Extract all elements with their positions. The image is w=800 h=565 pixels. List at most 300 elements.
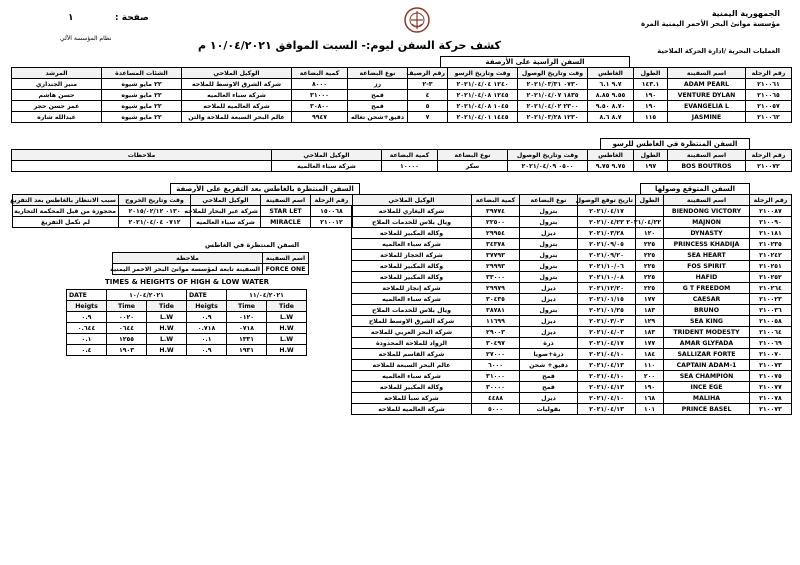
cell: شركة العالميه للملاحه <box>352 404 472 415</box>
port-emblem-icon <box>403 6 431 34</box>
cell: ١٨٣ <box>636 327 664 338</box>
cell: L.W <box>267 312 307 323</box>
col-header: ملاحظة <box>113 253 263 264</box>
cell: TRIDENT MODESTY <box>664 327 750 338</box>
system-label: نظام المؤسسة الآلي <box>60 35 112 42</box>
cell: ٩.٧٥ ٩.٧٥ <box>588 161 634 172</box>
cell: ٩.٧ ٦.١ <box>588 79 634 90</box>
table-row <box>352 206 792 217</box>
cell: ديزل <box>520 316 578 327</box>
cell: ٣٠٤٩٧ <box>472 338 520 349</box>
cell: ٢١٠٠٦٢ <box>746 112 792 123</box>
cell: ٠١٢٠ <box>227 312 267 323</box>
cell: ٢٢ مايو شيوه <box>102 79 182 90</box>
cell: ٤٤٨٨ <box>472 393 520 404</box>
cell: شركة سباء العالميه <box>352 294 472 305</box>
table-row <box>352 217 792 228</box>
cell: قمح <box>520 371 578 382</box>
cell: وكالة المكبير للملاحه <box>352 272 472 283</box>
table-row <box>352 272 792 283</box>
cell: ٢١٠٠٥٨ <box>750 316 792 327</box>
cell: ٠٧٣٠ ٢٠٢١/٠٣/٣١ <box>518 79 588 90</box>
col-header: رقم الرصيف <box>408 68 448 79</box>
cell: ٤ <box>408 90 448 101</box>
cell: ١٥٠٠٦٨ <box>311 206 353 217</box>
cell: بترول <box>520 217 578 228</box>
col-header: رقم الرحلة <box>750 195 792 206</box>
cell: ١٨٣ <box>636 305 664 316</box>
cell: شركة سباء العالميه <box>191 217 261 228</box>
cell: ١٢٤٠ ٢٠٢١/٠٤/٠٤ <box>448 79 518 90</box>
cell: ٢٠٢١/٠٩/٢٠ <box>578 250 636 261</box>
cell: ٨٠٠٠ <box>292 79 348 90</box>
cell: ٢١٠٠٦١ <box>746 79 792 90</box>
cell: ٢١٠٠٧٥ <box>750 371 792 382</box>
cell: BIENDONG VICTORY <box>664 206 750 217</box>
col-header: كمية البضاعة <box>292 68 348 79</box>
cell: ١٠٠٠٠ <box>382 161 438 172</box>
cell: ٢٠٢١/٠٤/٠٣ <box>578 327 636 338</box>
cell: ٢٠٢١/٠٤/١٠ <box>578 371 636 382</box>
table-row <box>352 316 792 327</box>
table-row <box>12 112 792 123</box>
cell: ديزل <box>520 228 578 239</box>
col-header: سبب الانتظار بالغاطس بعد التفريغ <box>13 195 119 206</box>
cell: ٢١٠٠٧٨ <box>750 393 792 404</box>
cell: G T FREEDOM <box>664 283 750 294</box>
table-row <box>352 349 792 360</box>
cell: ٣٠٨٠٠ <box>292 101 348 112</box>
col-header: نوع البضاعة <box>520 195 578 206</box>
cell: قمح <box>520 382 578 393</box>
table-row <box>13 217 353 228</box>
cell: EVANGELIA L <box>668 101 746 112</box>
cell: L.W <box>147 312 187 323</box>
col-header: رقم الرحلة <box>311 195 353 206</box>
col-header: الطول <box>634 68 668 79</box>
cell: وكالة المكبير للملاحه <box>352 382 472 393</box>
cell: عالم البحر السبعة للملاحة والتن <box>182 112 292 123</box>
cell: ٠.٦٤٤ <box>67 323 107 334</box>
cell: ٣٣٠٠٠ <box>472 272 520 283</box>
col-header: تاريخ توقع الوصول <box>578 195 636 206</box>
cell: ٢٢٥ <box>636 250 664 261</box>
cell: ديزل <box>520 294 578 305</box>
cell: SEA CHAMPION <box>664 371 750 382</box>
cell: ٢١٠٠٢٣ <box>750 294 792 305</box>
cell: ٠.١ <box>67 334 107 345</box>
cell: ٦٠٠٠ <box>472 360 520 371</box>
cell: ٢١٠٠٧٣ <box>750 360 792 371</box>
cell: L.W <box>147 334 187 345</box>
col-header: الوكيل الملاحي <box>182 68 292 79</box>
cell: ٢١٠٠٦٩ <box>750 338 792 349</box>
cell: ١٢٩ <box>636 316 664 327</box>
cell: ١١٦٩٩ <box>472 316 520 327</box>
cell: MALIHA <box>664 393 750 404</box>
col-header: اسم السفينة <box>668 68 746 79</box>
cell: لم تكمل التفريغ <box>13 217 119 228</box>
cell: ٢٩٩٧٩ <box>472 283 520 294</box>
cell: ٢٣٠٠ ٢٠٢١/٠٤/٠٢ <box>518 101 588 112</box>
cell: شركة الحجاز للملاحة <box>352 250 472 261</box>
col-header: ملاحظات <box>12 150 272 161</box>
cell: شركة اليغاري للملاحه <box>352 206 472 217</box>
corporation-label: مؤسسة موانئ البحر الأحمر اليمنية المرة <box>640 20 780 28</box>
table-row <box>113 264 309 275</box>
cell: ٢٠٢١/٠٤/١٣ <box>578 360 636 371</box>
cell: بترول <box>520 305 578 316</box>
cell: PRINCESS KHADIJA <box>664 239 750 250</box>
cell: ديزل <box>520 327 578 338</box>
cell: ١٣٣١ <box>227 334 267 345</box>
col-header: وقت وتاريخ الرسو <box>448 68 518 79</box>
cell: INCE EGE <box>664 382 750 393</box>
cell: شركة سباء العالميه <box>352 371 472 382</box>
table-row <box>352 305 792 316</box>
cell: ٠١٣٠ ٢٠١٥/٠٢/١٢ <box>119 206 191 217</box>
cell: ٢٠٢١/٠٤/٢٢ <box>578 217 636 228</box>
col-header: المرشد <box>12 68 102 79</box>
cell: ٢١٠٠٦٥ <box>746 90 792 101</box>
cell: ٢٢٥ <box>636 261 664 272</box>
cell: ١٧٧ <box>636 338 664 349</box>
cell: ٠٠٢٠ <box>107 312 147 323</box>
cell: ٢٢٥ <box>636 272 664 283</box>
cell: شركة سباء العالميه <box>182 90 292 101</box>
col-header: نوع البضاعة <box>438 150 508 161</box>
cell: شركة عبر البحار للملاحه <box>191 206 261 217</box>
cell: ٢١٠٠٧٠ <box>750 349 792 360</box>
cell: عالم البحر السبعة للملاحه <box>352 360 472 371</box>
cell: H.W <box>267 345 307 356</box>
anchored-section-title: السفن الراسية على الأرصفة <box>440 56 630 68</box>
cell: رز <box>348 79 408 90</box>
cell: H.W <box>147 323 187 334</box>
anchorage-section-title: السفن المنتظرة في الغاطس للرسو <box>600 138 750 150</box>
cell: ٢١٠٢٣٥ <box>750 239 792 250</box>
cell: محجوزة من قبل المحكمة التجارية <box>13 206 119 217</box>
cell: ٢٩٩٥٤ <box>472 228 520 239</box>
anchored-table <box>11 67 792 123</box>
cell: ٢٢٥ <box>636 283 664 294</box>
col-header: Heigts <box>67 301 107 312</box>
cell: ٢٠٢١/٠٣/٠٣ <box>578 316 636 327</box>
cell: ١٨٤ <box>636 349 664 360</box>
cell: ٢١٠٢٥٢ <box>750 272 792 283</box>
cell: ١٢٥٥ <box>107 334 147 345</box>
table-row <box>12 101 792 112</box>
cell: ٩٩٤٧ <box>292 112 348 123</box>
table-row <box>12 79 792 90</box>
cell: ٩.٥٥ ٨.٨٥ <box>588 90 634 101</box>
col-header: اسم السفينة <box>263 253 309 264</box>
table-row <box>67 323 307 334</box>
cell: JASMINE <box>668 112 746 123</box>
col-header: Time <box>107 301 147 312</box>
col-header: كمية البضاعة <box>472 195 520 206</box>
cell: SEA HEART <box>664 250 750 261</box>
cell: قمح <box>348 90 408 101</box>
cell: ٢١٠٢٤٢ <box>750 250 792 261</box>
cell: ٢٠٢١/٠١/١٥ <box>578 294 636 305</box>
col-header: كمية البضاعة <box>382 150 438 161</box>
cell: ٨.٧٠ ٩.٥٠ <box>588 101 634 112</box>
page-label: صفحة : <box>115 13 149 23</box>
cell: ويال بلاس للخدمات الملاح <box>352 305 472 316</box>
cell: ١٩٧ <box>634 161 668 172</box>
cell: ٢٩٠٠٣ <box>472 327 520 338</box>
cell: MAJNON <box>664 217 750 228</box>
table-row <box>352 360 792 371</box>
report-title: كشف حركة السفن ليوم:- السبت الموافق ١٠/٠٤/٢٠٢١ م <box>198 39 501 52</box>
cell: BOS BOUTROS <box>668 161 746 172</box>
cell: H.W <box>147 345 187 356</box>
col-header: الطول <box>636 195 664 206</box>
table-row <box>352 239 792 250</box>
cell: ١٢٠ <box>636 228 664 239</box>
cell: ديزل <box>520 283 578 294</box>
cell: ٠.٩ <box>187 345 227 356</box>
tide-date-2: ١١/٠٤/٢٠٢١ <box>227 290 307 301</box>
col-header: الغاطس <box>588 150 634 161</box>
cell: ٢٠٢١/٠٤/١٣ <box>578 404 636 415</box>
col-header: الشئات المساعدة <box>102 68 182 79</box>
cell: ٢١٠١٨١ <box>750 228 792 239</box>
discharge-section-title: السفن المنتظرة بالغاطس بعد التفريغ على الأرصفة <box>170 183 360 195</box>
cell: ٢٠٢١/٠٤/١٠ <box>578 393 636 404</box>
cell: ذرة <box>520 338 578 349</box>
cell: ٠.٧١٨ <box>187 323 227 334</box>
table-row <box>67 312 307 323</box>
cell: CAESAR <box>664 294 750 305</box>
cell: ٢١٠٠٨٧ <box>750 206 792 217</box>
cell: H.W <box>267 323 307 334</box>
cell: ٢٢٥٠٠ <box>472 217 520 228</box>
cell: VENTURE DYLAN <box>668 90 746 101</box>
cell: SALLIZAR FORTE <box>664 349 750 360</box>
cell: ٢٠٢١/٠٤/١٧ <box>578 338 636 349</box>
col-header: رقم الرحلة <box>746 150 792 161</box>
cell: شركة القاسم للملاحه <box>352 349 472 360</box>
cell: ديزل <box>520 393 578 404</box>
cell: ٢١٠٠٧٢ <box>746 161 792 172</box>
col-header: Tide <box>147 301 187 312</box>
cell: ١٨٣٥ ٢٠٢١/٠٤/٠٧ <box>518 90 588 101</box>
table-row <box>352 250 792 261</box>
cell: ٢٠٢١/٠٤/١٧ <box>578 206 636 217</box>
cell: ٢١٠٠٥٧ <box>746 101 792 112</box>
table-row <box>352 283 792 294</box>
cell: ٢٩٩٩٣ <box>472 261 520 272</box>
col-header: وقت وتاريخ الخروج <box>119 195 191 206</box>
col-header: الطول <box>634 150 668 161</box>
cell: سكر <box>438 161 508 172</box>
cell: ٠.٩ <box>187 312 227 323</box>
cell: L.W <box>267 334 307 345</box>
cell: ذرة+صويا <box>520 349 578 360</box>
cell: ٢١٠٢٥١ <box>750 261 792 272</box>
cell: STAR LET <box>261 206 311 217</box>
col-header: رقم الرحلة <box>746 68 792 79</box>
col-header: الغاطس <box>588 68 634 79</box>
cell <box>636 206 664 217</box>
cell: ٣١٠٠٠ <box>472 371 520 382</box>
cell <box>12 161 272 172</box>
cell: HAFID <box>664 272 750 283</box>
waiting-section-title: السفن المنتظرة في الغاطس <box>205 241 300 249</box>
table-row <box>352 382 792 393</box>
cell: ٢١٠٠٧٣ <box>750 404 792 415</box>
cell: ٢١٠٠١٢ <box>311 217 353 228</box>
col-header: وقت وتاريخ الوصول <box>508 150 588 161</box>
cell: شركة البحر العربي للملاحه <box>352 327 472 338</box>
cell: ٠.٤ <box>67 345 107 356</box>
cell: ADAM PEARL <box>668 79 746 90</box>
table-row <box>67 345 307 356</box>
cell: بترول <box>520 239 578 250</box>
cell: ٠٧١٢ ٢٠٢١/٠٤/٠٤ <box>119 217 191 228</box>
cell: بترول <box>520 250 578 261</box>
col-header: Heigts <box>187 301 227 312</box>
cell: FOS SPIRIT <box>664 261 750 272</box>
cell: ١٠٤٥ ٢٠٢١/٠٤/٠٨ <box>448 101 518 112</box>
cell: دقيق+شحن تغاله <box>348 112 408 123</box>
cell: ٢٠٢١/١٠/٠٦ <box>578 261 636 272</box>
cell: ١٧٧ <box>636 294 664 305</box>
table-row <box>13 206 353 217</box>
cell: ٥٠٠٠ <box>472 404 520 415</box>
table-row <box>67 334 307 345</box>
cell: ٢٠٢١/١٠/٠٨ <box>578 272 636 283</box>
cell: ٢٢ مايو شيوه <box>102 101 182 112</box>
col-header: Tide <box>267 301 307 312</box>
date-label: DATE <box>187 290 227 301</box>
table-row <box>352 228 792 239</box>
cell: الرواد للملاحة المحدودة <box>352 338 472 349</box>
cell: ١١٠ <box>636 360 664 371</box>
cell: ٢١٠٠٦٤ <box>750 327 792 338</box>
cell: CAPTAIN ADAM-1 <box>664 360 750 371</box>
cell: ٢١٠٠٧٧ <box>750 382 792 393</box>
col-header: اسم السفينة <box>664 195 750 206</box>
cell: عبدالله شاره <box>12 112 102 123</box>
cell: ٢٠٢١/١٢/٢٠ <box>578 283 636 294</box>
tide-date-1: ١٠/٠٤/٢٠٢١ <box>107 290 187 301</box>
tides-table <box>66 289 307 356</box>
cell: ١٠١ <box>636 404 664 415</box>
cell: ٣١٠٠٠ <box>292 90 348 101</box>
discharge-table <box>12 194 353 228</box>
cell: ٧ <box>408 112 448 123</box>
date-label: DATE <box>67 290 107 301</box>
cell: BRUNO <box>664 305 750 316</box>
cell: حسن هاشم <box>12 90 102 101</box>
cell: ١٩٠٣ <box>107 345 147 356</box>
cell: ٢٧٠٠٠ <box>472 349 520 360</box>
cell: شركة الشرق الاوسط للملاحه <box>182 79 292 90</box>
cell: ١٩٣١ <box>227 345 267 356</box>
expected-section-title: السفن المتوقع وصولها <box>640 183 750 195</box>
cell: ٢١٠٠٩٠ <box>750 217 792 228</box>
table-row <box>12 161 792 172</box>
cell: ٣٠٠٠٠ <box>472 382 520 393</box>
tides-title: TIMES & HEIGHTS OF HIGH & LOW WATER <box>105 278 270 286</box>
cell: دقيق+ شحن <box>520 360 578 371</box>
cell: SEA KING <box>664 316 750 327</box>
cell: ٣٨٧٨١ <box>472 305 520 316</box>
cell: وكالة المكبير للملاحه <box>352 228 472 239</box>
cell: ٢٠٢١/٠١/٢٥ <box>578 305 636 316</box>
cell: بترول <box>520 272 578 283</box>
col-header: اسم السفينة <box>668 150 746 161</box>
table-row <box>12 90 792 101</box>
cell: ٨.٧ ٨.٦ <box>588 112 634 123</box>
cell: ٢٠٢١/٠٩/٠٥ <box>578 239 636 250</box>
col-header: Time <box>227 301 267 312</box>
cell: ١٢٣٠ ٢٠٢١/٠٣/٢٨ <box>518 112 588 123</box>
col-header: الوكيل الملاحي <box>272 150 382 161</box>
table-row <box>352 404 792 415</box>
cell: شركة إنجاز للملاحة <box>352 283 472 294</box>
col-header: الوكيل الملاحي <box>191 195 261 206</box>
department-label: العمليات البحرية /ادارة الحركة الملاحية <box>657 47 780 55</box>
waiting-table <box>112 252 309 275</box>
table-row <box>352 393 792 404</box>
cell: DYNASTY <box>664 228 750 239</box>
cell: ٠.٩ <box>67 312 107 323</box>
col-header: وقت وتاريخ الوصول <box>518 68 588 79</box>
cell: ٣٠٤٣٥ <box>472 294 520 305</box>
cell: ويال بلاس للخدمات الملاح <box>352 217 472 228</box>
cell: ٣٧٧٩٣ <box>472 250 520 261</box>
cell: ٢٠٢١/٠٤/١٠ <box>578 349 636 360</box>
cell: ١١٥ <box>634 112 668 123</box>
republic-label: الجمهورية اليمنية <box>711 9 780 18</box>
cell: FORCE ONE <box>263 264 309 275</box>
cell: ٢٢ مايو شيوه <box>102 90 182 101</box>
cell: ٣٤٣٧٨ <box>472 239 520 250</box>
cell: ٠٦٤٤ <box>107 323 147 334</box>
anchorage-table <box>11 149 792 172</box>
table-row <box>352 294 792 305</box>
cell: ١٤٤٥ ٢٠٢١/٠٤/٠١ <box>448 112 518 123</box>
cell: ١٩٠ <box>636 382 664 393</box>
cell: منير الجنداري <box>12 79 102 90</box>
cell: ١٩٠ <box>634 90 668 101</box>
col-header: الوكيل الملاحي <box>352 195 472 206</box>
cell: ٣-٢ <box>408 79 448 90</box>
cell: ٢١٠٠٣٦ <box>750 305 792 316</box>
cell: عمر حسن حجر <box>12 101 102 112</box>
table-row <box>352 338 792 349</box>
cell: شركة سبأ للملاحه <box>352 393 472 404</box>
cell: ٠.١ <box>187 334 227 345</box>
table-row <box>352 261 792 272</box>
cell: ٥ <box>408 101 448 112</box>
page-number: ١ <box>68 13 74 23</box>
table-row <box>352 327 792 338</box>
cell: بقوليات <box>520 404 578 415</box>
expected-table <box>351 194 792 415</box>
cell: شركة العالميه للملاحه <box>182 101 292 112</box>
cell: وكالة المكبير للملاحه <box>352 261 472 272</box>
cell: ٠٥٠٠ ٢٠٢١/٠٤/٠٩ <box>508 161 588 172</box>
cell: ١٤٣.١ <box>634 79 668 90</box>
cell: ١٢٤٥ ٢٠٢١/٠٤/٠٨ <box>448 90 518 101</box>
cell: ٢٢٥ <box>636 239 664 250</box>
cell: MIRACLE <box>261 217 311 228</box>
